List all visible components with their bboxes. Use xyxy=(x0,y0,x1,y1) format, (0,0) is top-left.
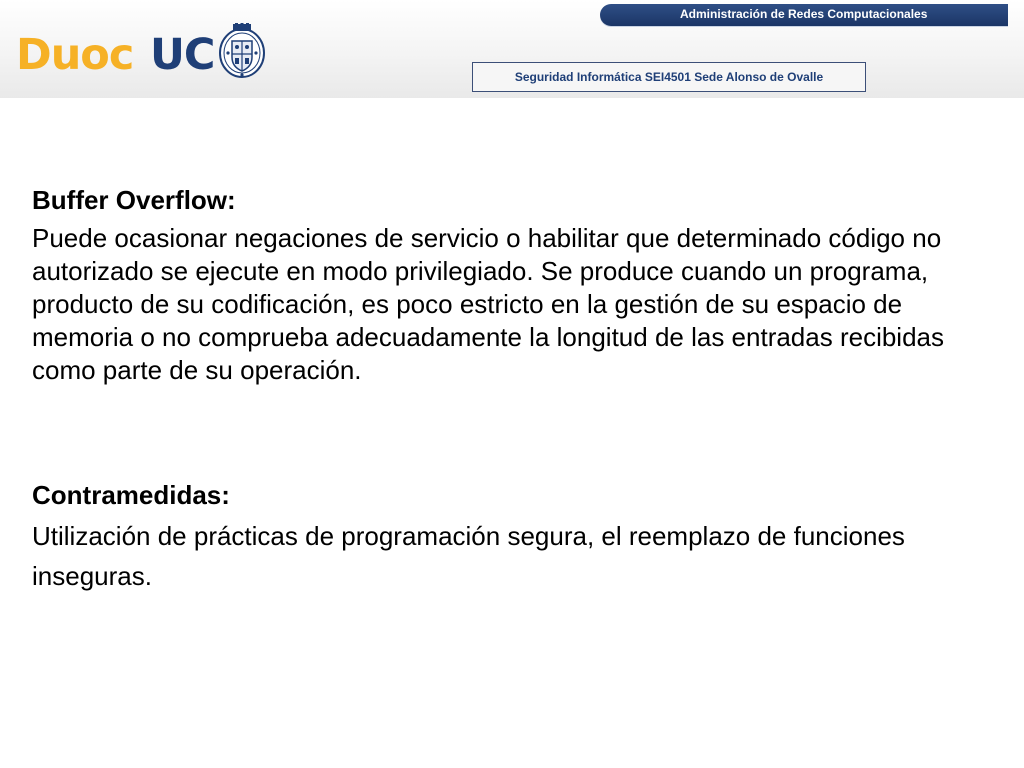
section-heading-contramedidas: Contramedidas: xyxy=(32,480,230,510)
logo-text-duoc: Duoc xyxy=(16,30,134,80)
slide-content xyxy=(32,182,997,596)
university-seal-icon xyxy=(218,23,266,79)
course-title: Administración de Redes Computacionales xyxy=(680,7,928,21)
subject-label: Seguridad Informática SEI4501 Sede Alonso de Ovalle xyxy=(514,70,824,84)
section-heading-buffer-overflow: Buffer Overflow: xyxy=(32,185,236,215)
section-body-buffer-overflow: Puede ocasionar negaciones de servicio o habilitar que determinado código no autorizado se ejecute en modo privilegiado. Se produce cuando un programa, producto de su codificación, es poco estricto en la gestión de su espacio de memoria o no comprueba adecuadamente la longitud de las entradas recibidas como parte de su operación. xyxy=(32,223,945,385)
section-body-contramedidas: Utilización de prácticas de programación segura, el reemplazo de funciones inseguras. xyxy=(32,521,905,591)
slide-header xyxy=(0,0,1024,98)
subject-label-box xyxy=(472,62,866,92)
logo-text-uc: UC xyxy=(150,30,215,80)
